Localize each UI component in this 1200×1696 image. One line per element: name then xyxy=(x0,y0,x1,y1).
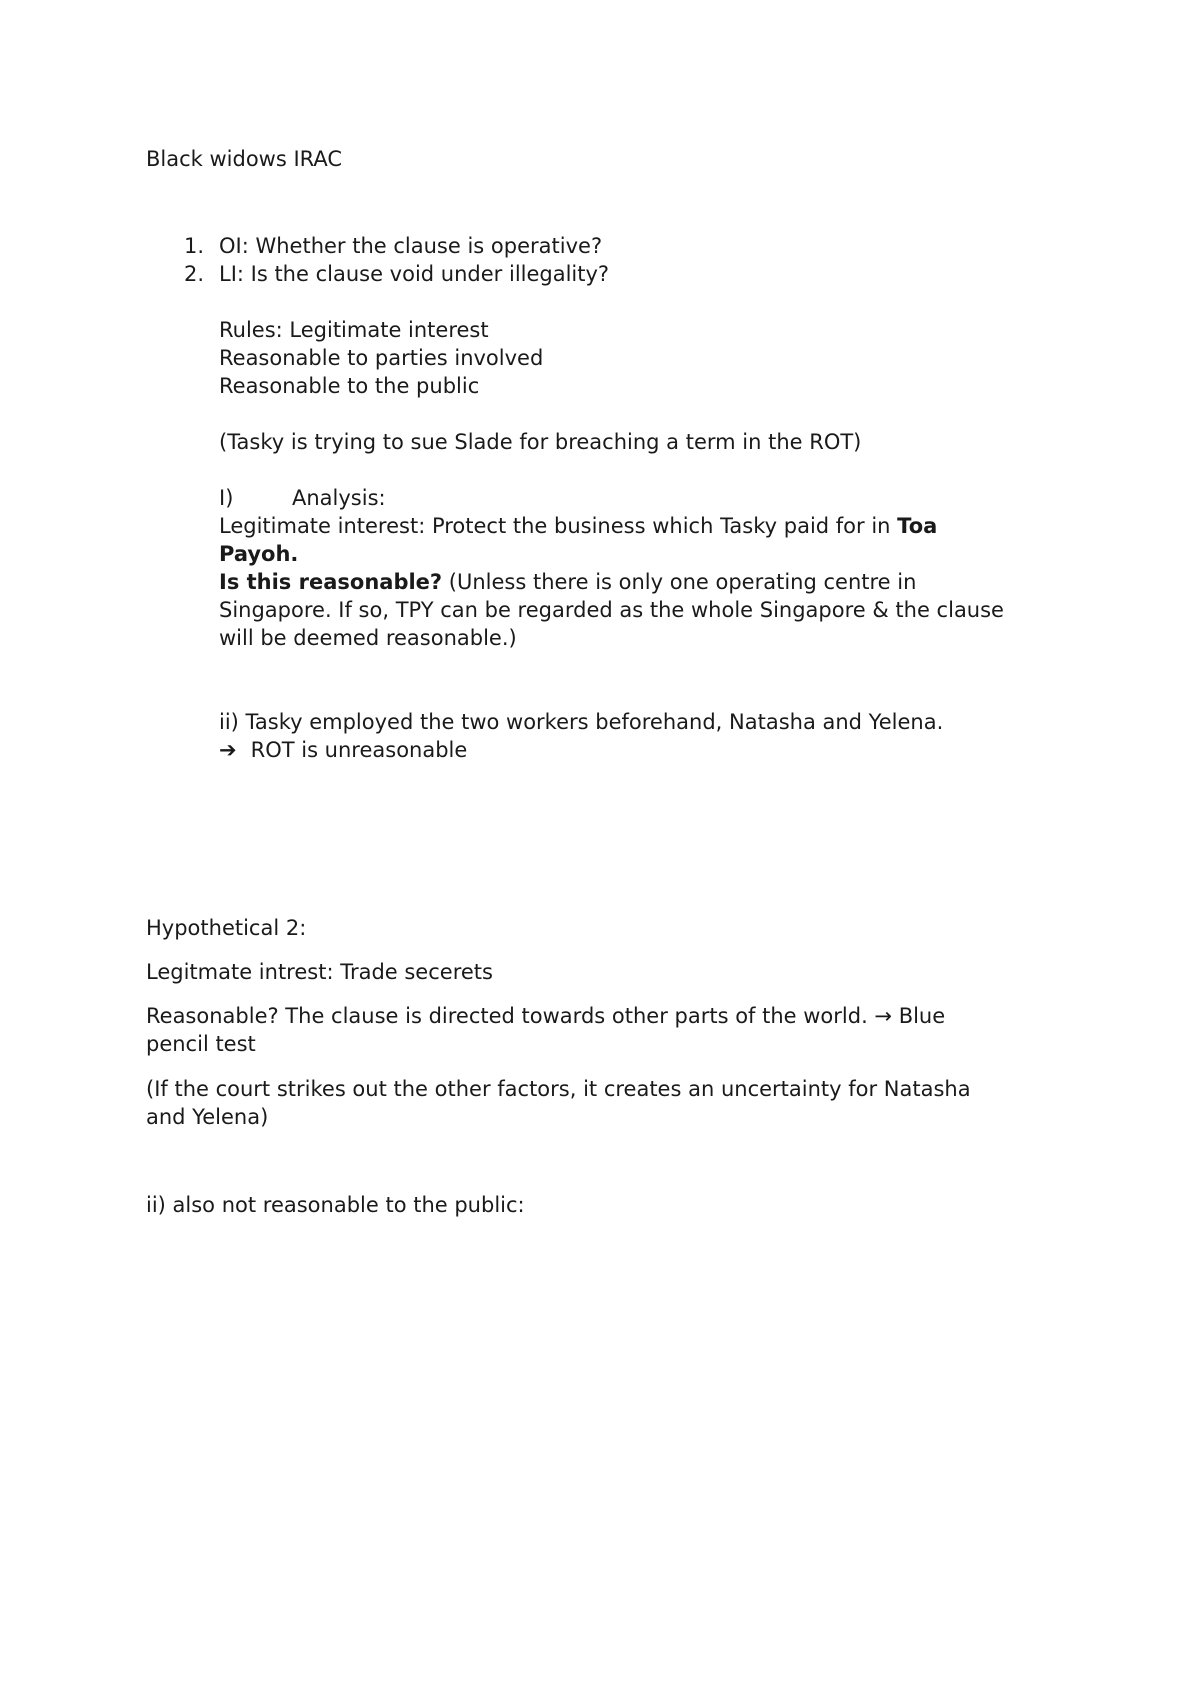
hypothetical-legitimate-interest: Legitmate intrest: Trade secerets xyxy=(146,960,493,984)
arrow-icon: ➔ xyxy=(219,738,237,762)
list-item: OI: Whether the clause is operative? xyxy=(219,234,603,258)
conclusion-line xyxy=(219,736,467,764)
legitimate-interest-bold-2: Payoh. xyxy=(219,542,299,566)
rule-line: Rules: Legitimate interest xyxy=(219,318,489,342)
list-number: 2. xyxy=(184,262,205,286)
hypothetical-reasonable-2: pencil test xyxy=(146,1032,256,1056)
rule-line: Reasonable to parties involved xyxy=(219,346,544,370)
reasonable-question-line xyxy=(219,568,916,596)
document-title: Black widows IRAC xyxy=(146,147,343,171)
hypothetical-heading: Hypothetical 2: xyxy=(146,916,307,940)
analysis-number: I) xyxy=(219,486,234,510)
reasonable-question-line-2: Singapore. If so, TPY can be regarded as the whole Singapore & the clause xyxy=(219,598,1004,622)
legitimate-interest-line xyxy=(219,512,937,540)
legitimate-interest-text: Legitimate interest: Protect the business which Tasky paid for in xyxy=(219,514,898,538)
list-number: 1. xyxy=(184,234,205,258)
point-two: ii) Tasky employed the two workers beforehand, Natasha and Yelena. xyxy=(219,710,944,734)
hypothetical-reasonable: Reasonable? The clause is directed towards other parts of the world. → Blue xyxy=(146,1004,946,1028)
hypothetical-public: ii) also not reasonable to the public: xyxy=(146,1193,525,1217)
hypothetical-court: (If the court strikes out the other factors, it creates an uncertainty for Natasha xyxy=(146,1077,971,1101)
list-item: LI: Is the clause void under illegality? xyxy=(219,262,610,286)
context-note: (Tasky is trying to sue Slade for breaching a term in the ROT) xyxy=(219,430,862,454)
reasonable-question-line-3: will be deemed reasonable.) xyxy=(219,626,517,650)
hypothetical-court-2: and Yelena) xyxy=(146,1105,269,1129)
legitimate-interest-continued xyxy=(219,540,298,568)
analysis-label: Analysis: xyxy=(292,486,386,510)
legitimate-interest-bold: Toa xyxy=(897,514,938,538)
reasonable-question-bold: Is this reasonable? xyxy=(219,570,443,594)
rule-line: Reasonable to the public xyxy=(219,374,480,398)
conclusion-text: ROT is unreasonable xyxy=(250,738,468,762)
reasonable-question-text: (Unless there is only one operating centre in xyxy=(442,570,917,594)
